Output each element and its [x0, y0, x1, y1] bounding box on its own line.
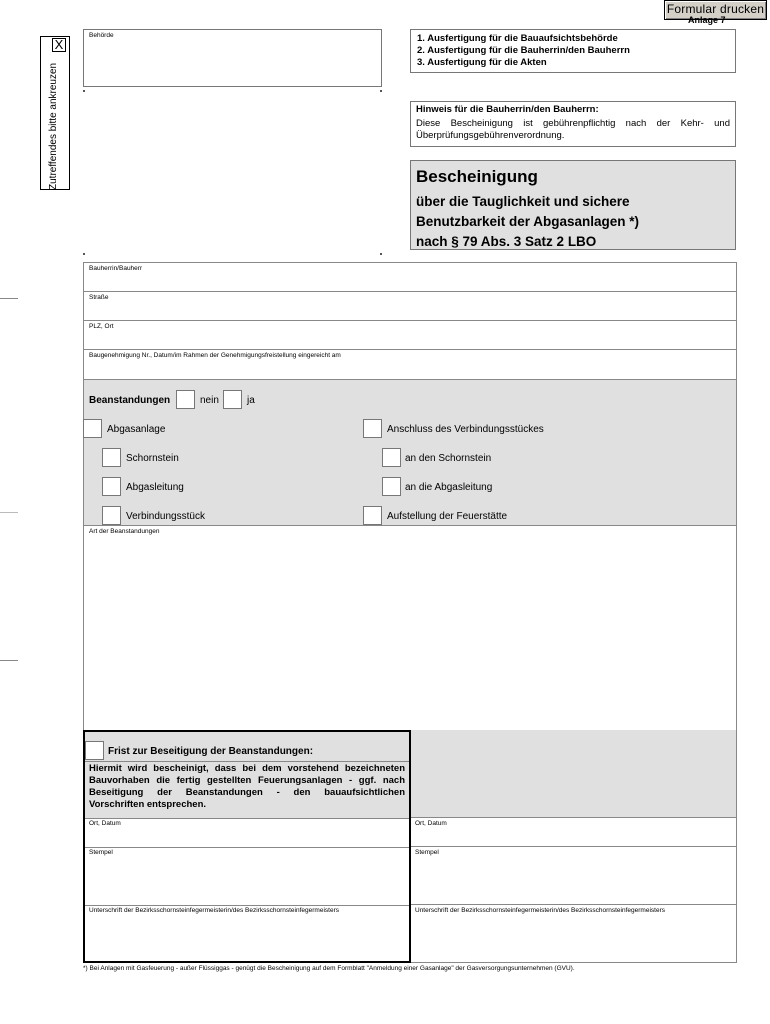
connection-checkbox[interactable]	[363, 419, 382, 438]
right-stamp-field[interactable]	[410, 846, 737, 905]
copy-3: 3. Ausfertigung für die Akten	[417, 57, 547, 68]
left-place-date-label: Ort, Datum	[89, 820, 121, 827]
certificate-title-box	[410, 160, 736, 250]
fold-mark	[0, 660, 18, 661]
zip-city-field[interactable]	[83, 320, 737, 350]
installation-label: Aufstellung der Feuerstätte	[387, 511, 508, 522]
corner-mark	[380, 90, 382, 92]
to-exhaust-pipe-checkbox[interactable]	[382, 477, 401, 496]
certification-text: Hiermit wird bescheinigt, dass bei dem vorstehend bezeichneten Bauvorhaben die fertig gestellten Feuerungsanlagen - ggf. nach Beseitigung der Beanstandungen - den bauaufsichtlichen Vorschriften entsprechen.	[89, 763, 405, 810]
right-stamp-label: Stempel	[415, 849, 439, 856]
footnote: *) Bei Anlagen mit Gasfeuerung - außer Flüssiggas - genügt die Bescheinigung auf dem Formblatt "Anmeldung einer Gasanlage" der Gasversorgungsunternehmen (GVU).	[83, 965, 575, 972]
defects-title: Beanstandungen	[89, 395, 171, 406]
divider	[85, 847, 409, 848]
installation-checkbox[interactable]	[363, 506, 382, 525]
chimney-checkbox[interactable]	[102, 448, 121, 467]
notice-box	[410, 101, 736, 147]
authority-field[interactable]	[83, 29, 382, 87]
street-label: Straße	[89, 294, 109, 301]
deadline-label: Frist zur Beseitigung der Beanstandungen:	[108, 746, 314, 757]
exhaust-pipe-label: Abgasleitung	[126, 482, 184, 493]
defect-type-label: Art der Beanstandungen	[89, 528, 160, 535]
deadline-checkbox[interactable]	[85, 741, 104, 760]
defects-no-label: nein	[200, 395, 219, 406]
divider	[85, 818, 409, 819]
exhaust-pipe-checkbox[interactable]	[102, 477, 121, 496]
connector-label: Verbindungsstück	[126, 511, 205, 522]
authority-label: Behörde	[89, 32, 114, 39]
street-field[interactable]	[83, 291, 737, 321]
to-chimney-checkbox[interactable]	[382, 448, 401, 467]
corner-mark	[83, 253, 85, 255]
defects-yes-checkbox[interactable]	[223, 390, 242, 409]
corner-mark	[380, 253, 382, 255]
fold-mark	[0, 298, 18, 299]
certificate-subtitle-1: über die Tauglichkeit und sichere	[416, 194, 630, 209]
zip-city-label: PLZ, Ort	[89, 323, 114, 330]
right-signature-field[interactable]	[410, 904, 737, 963]
left-stamp-label: Stempel	[89, 849, 113, 856]
side-x-checkbox: X	[52, 38, 66, 52]
to-chimney-label: an den Schornstein	[405, 453, 492, 464]
notice-text: Diese Bescheinigung ist gebührenpflichtig nach der Kehr- und Überprüfungsgebührenverordnung.	[416, 118, 730, 141]
exhaust-system-label: Abgasanlage	[107, 424, 166, 435]
certificate-title: Bescheinigung	[416, 167, 538, 186]
permit-label: Baugenehmigung Nr., Datum/im Rahmen der Genehmigungsfreistellung eingereicht am	[89, 352, 341, 359]
copies-box	[410, 29, 736, 73]
defects-yes-label: ja	[247, 395, 255, 406]
chimney-label: Schornstein	[126, 453, 179, 464]
connector-checkbox[interactable]	[102, 506, 121, 525]
copy-2: 2. Ausfertigung für die Bauherrin/den Bauherrn	[417, 45, 630, 56]
copy-1: 1. Ausfertigung für die Bauaufsichtsbehörde	[417, 33, 618, 44]
certificate-block	[83, 730, 411, 963]
notice-title: Hinweis für die Bauherrin/den Bauherrn:	[416, 104, 599, 115]
right-place-date-field[interactable]	[410, 817, 737, 847]
fold-mark	[0, 512, 18, 513]
corner-mark	[83, 90, 85, 92]
print-form-button[interactable]: Formular drucken	[664, 0, 767, 20]
connection-label: Anschluss des Verbindungsstückes	[387, 424, 544, 435]
right-place-date-label: Ort, Datum	[415, 820, 447, 827]
exhaust-system-checkbox[interactable]	[83, 419, 102, 438]
permit-field[interactable]	[83, 349, 737, 380]
certificate-subtitle-2: Benutzbarkeit der Abgasanlagen *)	[416, 214, 640, 229]
certificate-subtitle-3: nach § 79 Abs. 3 Satz 2 LBO	[416, 234, 597, 249]
attachment-number: Anlage 7	[688, 15, 726, 25]
side-label-text: Zutreffendes bitte ankreuzen	[48, 62, 59, 190]
right-signature-label: Unterschrift der Bezirksschornsteinfegermeisterin/des Bezirksschornsteinfegermeisters	[415, 907, 665, 914]
divider	[85, 905, 409, 906]
right-gray-block	[410, 730, 737, 818]
divider	[85, 761, 409, 762]
defect-type-field[interactable]	[83, 525, 737, 730]
to-exhaust-pipe-label: an die Abgasleitung	[405, 482, 493, 493]
left-signature-label: Unterschrift der Bezirksschornsteinfegermeisterin/des Bezirksschornsteinfegermeisters	[89, 907, 339, 914]
builder-label: Bauherrin/Bauherr	[89, 265, 143, 272]
defects-no-checkbox[interactable]	[176, 390, 195, 409]
builder-field[interactable]	[83, 262, 737, 292]
